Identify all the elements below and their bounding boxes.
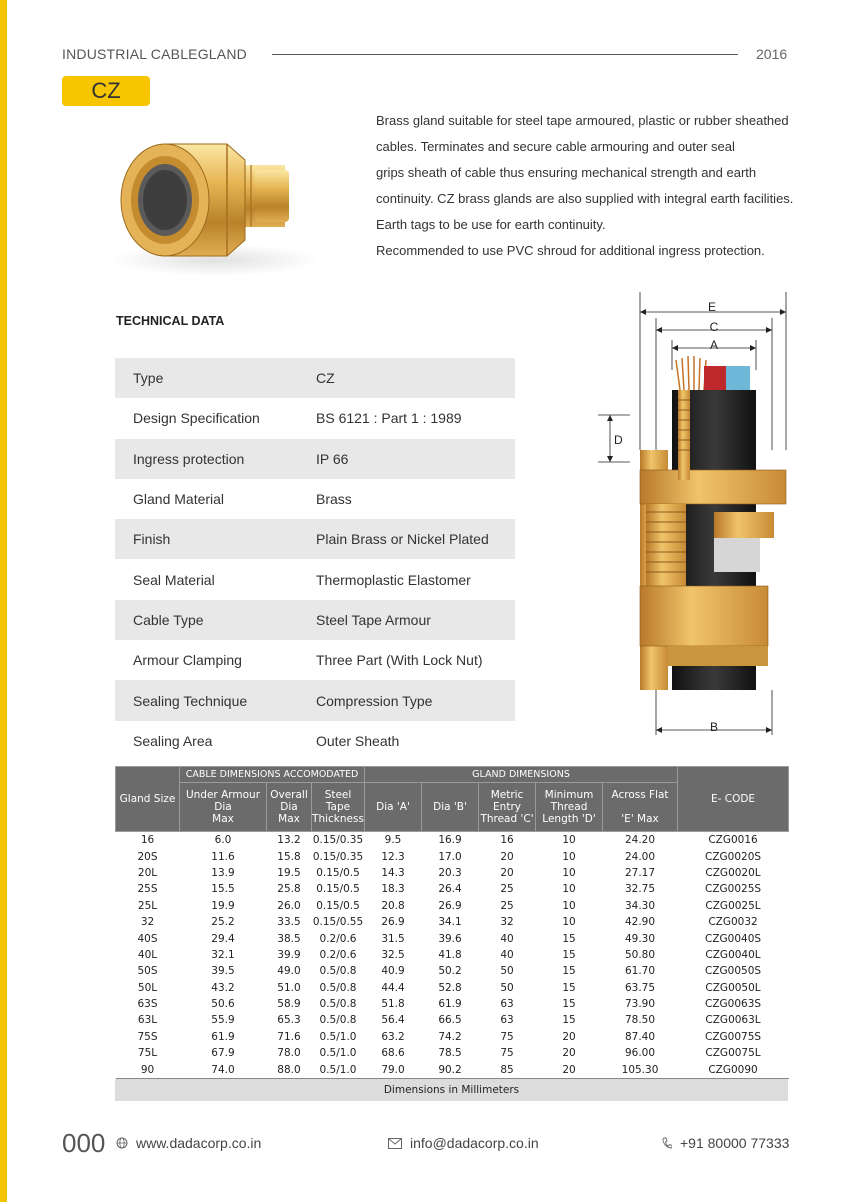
table-cell: 25S [137,883,158,896]
table-cell: 40.9 [381,965,405,978]
header-divider [272,54,738,55]
dimension-label-c: C [709,320,719,334]
table-cell: 40 [500,948,514,961]
header-text: Minimum [544,789,594,801]
table-cell: 51.8 [381,998,405,1011]
section-title: INDUSTRIAL CABLEGLAND [62,46,247,62]
table-cell: 0.15/0.5 [316,866,360,879]
table-cell: CZG0090 [678,1061,789,1078]
table-cell: 88.0 [267,1061,312,1078]
table-cell: 18.3 [381,883,405,896]
table-cell: 0.15/0.35 [312,834,364,847]
table-cell: 87.40 [624,1030,656,1043]
table-cell: 13.2 [277,834,301,847]
header-overall-dia [267,783,312,832]
table-cell: 15.5 [211,883,235,896]
tech-row-ingress [115,439,515,479]
table-cell: 50S [137,965,158,978]
header-gland-size: Gland Size [116,767,180,832]
table-cell: 38.5 [277,932,301,945]
table-cell: 27.17 [624,866,656,879]
table-cell: 20 [562,1030,576,1043]
table-cell: 51.0 [277,981,301,994]
website-text: www.dadacorp.co.in [136,1135,262,1151]
tech-row-armour-clamping [115,640,515,680]
table-cell: 40S [137,932,158,945]
table-cell: 68.6 [381,1047,405,1060]
table-cell: 90.2 [422,1061,479,1078]
dimensions-table-wrapper [115,766,788,1101]
tech-row-sealing-area [115,721,515,761]
dimension-label-b: B [709,720,719,734]
table-cell: 20 [536,1061,603,1078]
dimensions-table-body [116,832,789,1079]
header-text: Across Flat [611,789,669,801]
table-row [116,996,789,1012]
tech-row-cable-type [115,600,515,640]
table-cell: 50 [500,965,514,978]
table-cell: 41.8 [438,948,462,961]
table-cell: 75 [500,1030,514,1043]
table-cell: 17.0 [438,850,462,863]
table-row [116,1012,789,1028]
tech-value: Thermoplastic Elastomer [316,571,471,588]
table-cell: 44.4 [381,981,405,994]
globe-icon [116,1137,128,1149]
table-row [116,898,789,914]
table-cell: 19.5 [277,866,301,879]
dimensions-unit-note: Dimensions in Millimeters [115,1079,788,1101]
table-cell: 34.1 [438,916,462,929]
product-description [376,108,796,264]
table-cell: 32.5 [381,948,405,961]
tech-label: Seal Material [133,571,215,588]
table-cell: 0.15/0.5 [316,883,360,896]
table-cell: 11.6 [211,850,235,863]
table-cell: 67.9 [211,1047,235,1060]
table-cell: 78.50 [624,1014,656,1027]
table-cell: 50.80 [624,948,656,961]
table-cell: 0.5/0.8 [319,965,357,978]
technical-data-heading: TECHNICAL DATA [116,314,225,328]
table-cell: 15 [562,948,576,961]
tech-value: CZ [316,370,335,387]
table-cell: 0.5/0.8 [319,998,357,1011]
table-cell: 40L [137,948,158,961]
table-cell: 0.5/1.0 [319,1030,357,1043]
table-row [116,865,789,881]
table-cell: CZG0063L [705,1014,761,1027]
product-code-badge: CZ [62,76,150,106]
table-cell: 26.9 [381,916,405,929]
tech-row-sealing-technique [115,680,515,720]
table-cell: 63.75 [624,981,656,994]
table-cell: 52.8 [438,981,462,994]
table-cell: 0.15/0.5 [316,899,360,912]
header-text: Overall [270,789,308,801]
table-cell: 50 [500,981,514,994]
table-row [116,963,789,979]
tech-value: BS 6121 : Part 1 : 1989 [316,410,462,427]
table-cell: 20 [562,1047,576,1060]
page-accent-bar [0,0,7,1202]
table-cell: 50.2 [438,965,462,978]
tech-row-type [115,358,515,398]
tech-row-finish [115,519,515,559]
tech-label: Finish [133,531,171,548]
table-cell: 15 [562,981,576,994]
footer-email[interactable] [388,1134,539,1152]
table-cell: 39.9 [277,948,301,961]
table-cell: 12.3 [381,850,405,863]
table-cell: 74.2 [438,1030,462,1043]
page-footer [62,1126,802,1160]
header-steel-tape-thickness [312,783,365,832]
header-minimum-thread-length [536,783,603,832]
table-cell: 10 [562,866,576,879]
description-line: Brass gland suitable for steel tape armoured, plastic or rubber sheathed [376,113,789,128]
table-cell: 20.3 [438,866,462,879]
table-cell: 78.5 [438,1047,462,1060]
description-line: Earth tags to be use for earth continuity. [376,217,606,232]
table-cell: CZG0050S [705,965,762,978]
table-cell: 25 [500,899,514,912]
table-cell: 25.2 [211,916,235,929]
table-cell: 24.00 [624,850,656,863]
table-cell: CZG0016 [708,834,758,847]
table-cell: 61.9 [211,1030,235,1043]
table-cell: 90 [116,1061,180,1078]
table-cell: CZG0025L [705,899,761,912]
table-cell: 63S [137,998,158,1011]
table-cell: 6.0 [214,834,232,847]
table-row [116,980,789,996]
table-row [116,1029,789,1045]
tech-value: Outer Sheath [316,732,400,749]
header-dia-a: Dia 'A' [365,783,422,832]
header-text: Metric [490,789,524,801]
table-cell: 42.90 [624,916,656,929]
header-text: Max [278,813,300,825]
header-text: Max [212,813,234,825]
table-cell: 20.8 [381,899,405,912]
description-line: continuity. CZ brass glands are also supplied with integral earth facilities. [376,191,794,206]
header-year: 2016 [756,46,788,62]
email-text: info@dadacorp.co.in [410,1135,539,1151]
table-cell: CZG0040S [705,932,762,945]
table-cell: 56.4 [381,1014,405,1027]
table-cell: CZG0020L [705,866,761,879]
table-cell: CZG0025S [705,883,762,896]
table-cell: 16.9 [438,834,462,847]
header-metric-entry-thread [479,783,536,832]
dimension-label-d: D [614,433,623,447]
header-group-gland-dimensions: GLAND DIMENSIONS [365,767,678,783]
header-text: Under Armour [185,789,261,801]
header-across-flat [603,783,678,832]
table-row [116,881,789,897]
page-number: 000 [62,1128,106,1158]
table-cell: 33.5 [277,916,301,929]
header-text: Steel [324,789,352,801]
table-cell: CZG0032 [708,916,758,929]
table-cell: 10 [562,850,576,863]
tech-label: Sealing Area [133,732,213,749]
tech-value: IP 66 [316,450,349,467]
table-row [116,947,789,963]
table-cell: 75L [137,1047,158,1060]
table-cell: 78.0 [277,1047,301,1060]
table-cell: CZG0020S [705,850,762,863]
table-cell: 63 [500,998,514,1011]
dimension-label-a: A [709,338,719,352]
cable-gland-photo [95,120,325,280]
tech-label: Type [133,370,164,387]
table-cell: 34.30 [624,899,656,912]
table-cell: 16 [140,834,155,847]
dimension-label-e: E [707,300,717,314]
table-cell: 0.5/1.0 [312,1061,365,1078]
table-cell: 79.0 [365,1061,422,1078]
table-cell: 0.2/0.6 [319,948,357,961]
table-cell: 14.3 [381,866,405,879]
table-cell: 61.70 [624,965,656,978]
header-text: Length 'D' [542,813,596,825]
tech-label: Sealing Technique [133,692,248,709]
table-cell: 96.00 [624,1047,656,1060]
gland-cross-section-diagram [596,290,796,740]
table-cell: 20 [500,866,514,879]
tech-label: Cable Type [133,611,204,628]
table-cell: 15 [562,932,576,945]
table-cell: 13.9 [211,866,235,879]
header-group-cable-dimensions: CABLE DIMENSIONS ACCOMODATED [180,767,365,783]
table-cell: 20L [137,866,158,879]
table-cell: CZG0063S [705,998,762,1011]
description-line: Recommended to use PVC shroud for additional ingress protection. [376,243,765,258]
table-cell: 49.0 [277,965,301,978]
description-line: grips sheath of cable thus ensuring mechanical strength and earth [376,165,757,180]
header-text: Thread [550,801,588,813]
description-line: cables. Terminates and secure cable armouring and outer seal [376,139,735,154]
table-cell: 0.5/0.8 [319,981,357,994]
table-cell: 39.5 [211,965,235,978]
table-cell: 0.15/0.55 [312,916,364,929]
table-cell: 63 [500,1014,514,1027]
tech-label: Armour Clamping [133,652,242,669]
table-row [116,1045,789,1061]
phone-icon [662,1137,672,1149]
table-cell: 63L [137,1014,158,1027]
tech-label: Ingress protection [133,450,245,467]
table-cell: 29.4 [211,932,235,945]
tech-label: Design Specification [133,410,260,427]
phone-text: +91 80000 77333 [680,1135,790,1151]
table-cell: 50L [137,981,158,994]
table-cell: 26.0 [277,899,301,912]
table-cell: 19.9 [211,899,235,912]
table-cell: 55.9 [211,1014,235,1027]
table-cell: 10 [562,899,576,912]
header-text: 'E' Max [621,813,659,825]
table-cell: 0.5/1.0 [319,1047,357,1060]
table-row [116,1061,789,1078]
table-cell: 65.3 [277,1014,301,1027]
tech-row-material [115,479,515,519]
table-cell: 75S [137,1030,158,1043]
table-cell: 15.8 [277,850,301,863]
table-row [116,930,789,946]
table-cell: 10 [562,916,576,929]
tech-row-design-spec [115,398,515,438]
header-under-armour-dia [180,783,267,832]
table-cell: 26.4 [438,883,462,896]
table-cell: 32 [500,916,514,929]
header-text: Thickness [312,813,364,825]
table-row [116,832,789,849]
header-text: Dia [214,801,232,813]
table-cell: 50.6 [211,998,235,1011]
header-text: Entry [493,801,521,813]
table-cell: 0.15/0.35 [312,850,364,863]
table-cell: CZG0075L [705,1047,761,1060]
header-text: Thread 'C' [480,813,534,825]
table-cell: 73.90 [624,998,656,1011]
header-e-code: E- CODE [678,767,789,832]
table-row [116,848,789,864]
table-cell: 74.0 [180,1061,267,1078]
table-cell: 16 [500,834,514,847]
header-text: Dia [280,801,298,813]
footer-website[interactable] [116,1134,261,1152]
table-cell: 15 [562,1014,576,1027]
table-cell: 0.2/0.6 [319,932,357,945]
table-cell: 39.6 [438,932,462,945]
table-cell: 43.2 [211,981,235,994]
table-cell: 75 [500,1047,514,1060]
table-cell: 32.1 [211,948,235,961]
table-cell: CZG0075S [705,1030,762,1043]
table-cell: 25.8 [277,883,301,896]
table-cell: 10 [562,834,576,847]
tech-row-seal-material [115,559,515,599]
mail-icon [388,1138,402,1149]
table-cell: 26.9 [438,899,462,912]
technical-data-table [115,358,515,761]
tech-value: Plain Brass or Nickel Plated [316,531,489,548]
table-cell: 20S [137,850,158,863]
table-cell: 10 [562,883,576,896]
table-cell: CZG0050L [705,981,761,994]
table-cell: 0.5/0.8 [319,1014,357,1027]
header-text: Tape [325,801,351,813]
table-cell: 24.20 [624,834,656,847]
tech-value: Compression Type [316,692,433,709]
table-cell: 58.9 [277,998,301,1011]
table-cell: CZG0040L [705,948,761,961]
table-cell: 66.5 [438,1014,462,1027]
table-cell: 63.2 [381,1030,405,1043]
tech-label: Gland Material [133,491,225,508]
table-cell: 25 [500,883,514,896]
table-cell: 15 [562,998,576,1011]
dimensions-table [115,766,789,1079]
table-cell: 9.5 [384,834,402,847]
table-row [116,914,789,930]
footer-phone[interactable] [662,1134,789,1152]
table-cell: 49.30 [624,932,656,945]
table-cell: 31.5 [381,932,405,945]
table-cell: 25L [137,899,158,912]
table-cell: 20 [500,850,514,863]
table-cell: 32.75 [624,883,656,896]
table-cell: 32 [140,916,155,929]
tech-value: Steel Tape Armour [316,611,431,628]
tech-value: Three Part (With Lock Nut) [316,652,483,669]
tech-value: Brass [316,491,352,508]
table-cell: 85 [479,1061,536,1078]
table-cell: 61.9 [438,998,462,1011]
header-dia-b: Dia 'B' [422,783,479,832]
table-cell: 71.6 [277,1030,301,1043]
table-cell: 105.30 [603,1061,678,1078]
table-cell: 15 [562,965,576,978]
table-cell: 40 [500,932,514,945]
